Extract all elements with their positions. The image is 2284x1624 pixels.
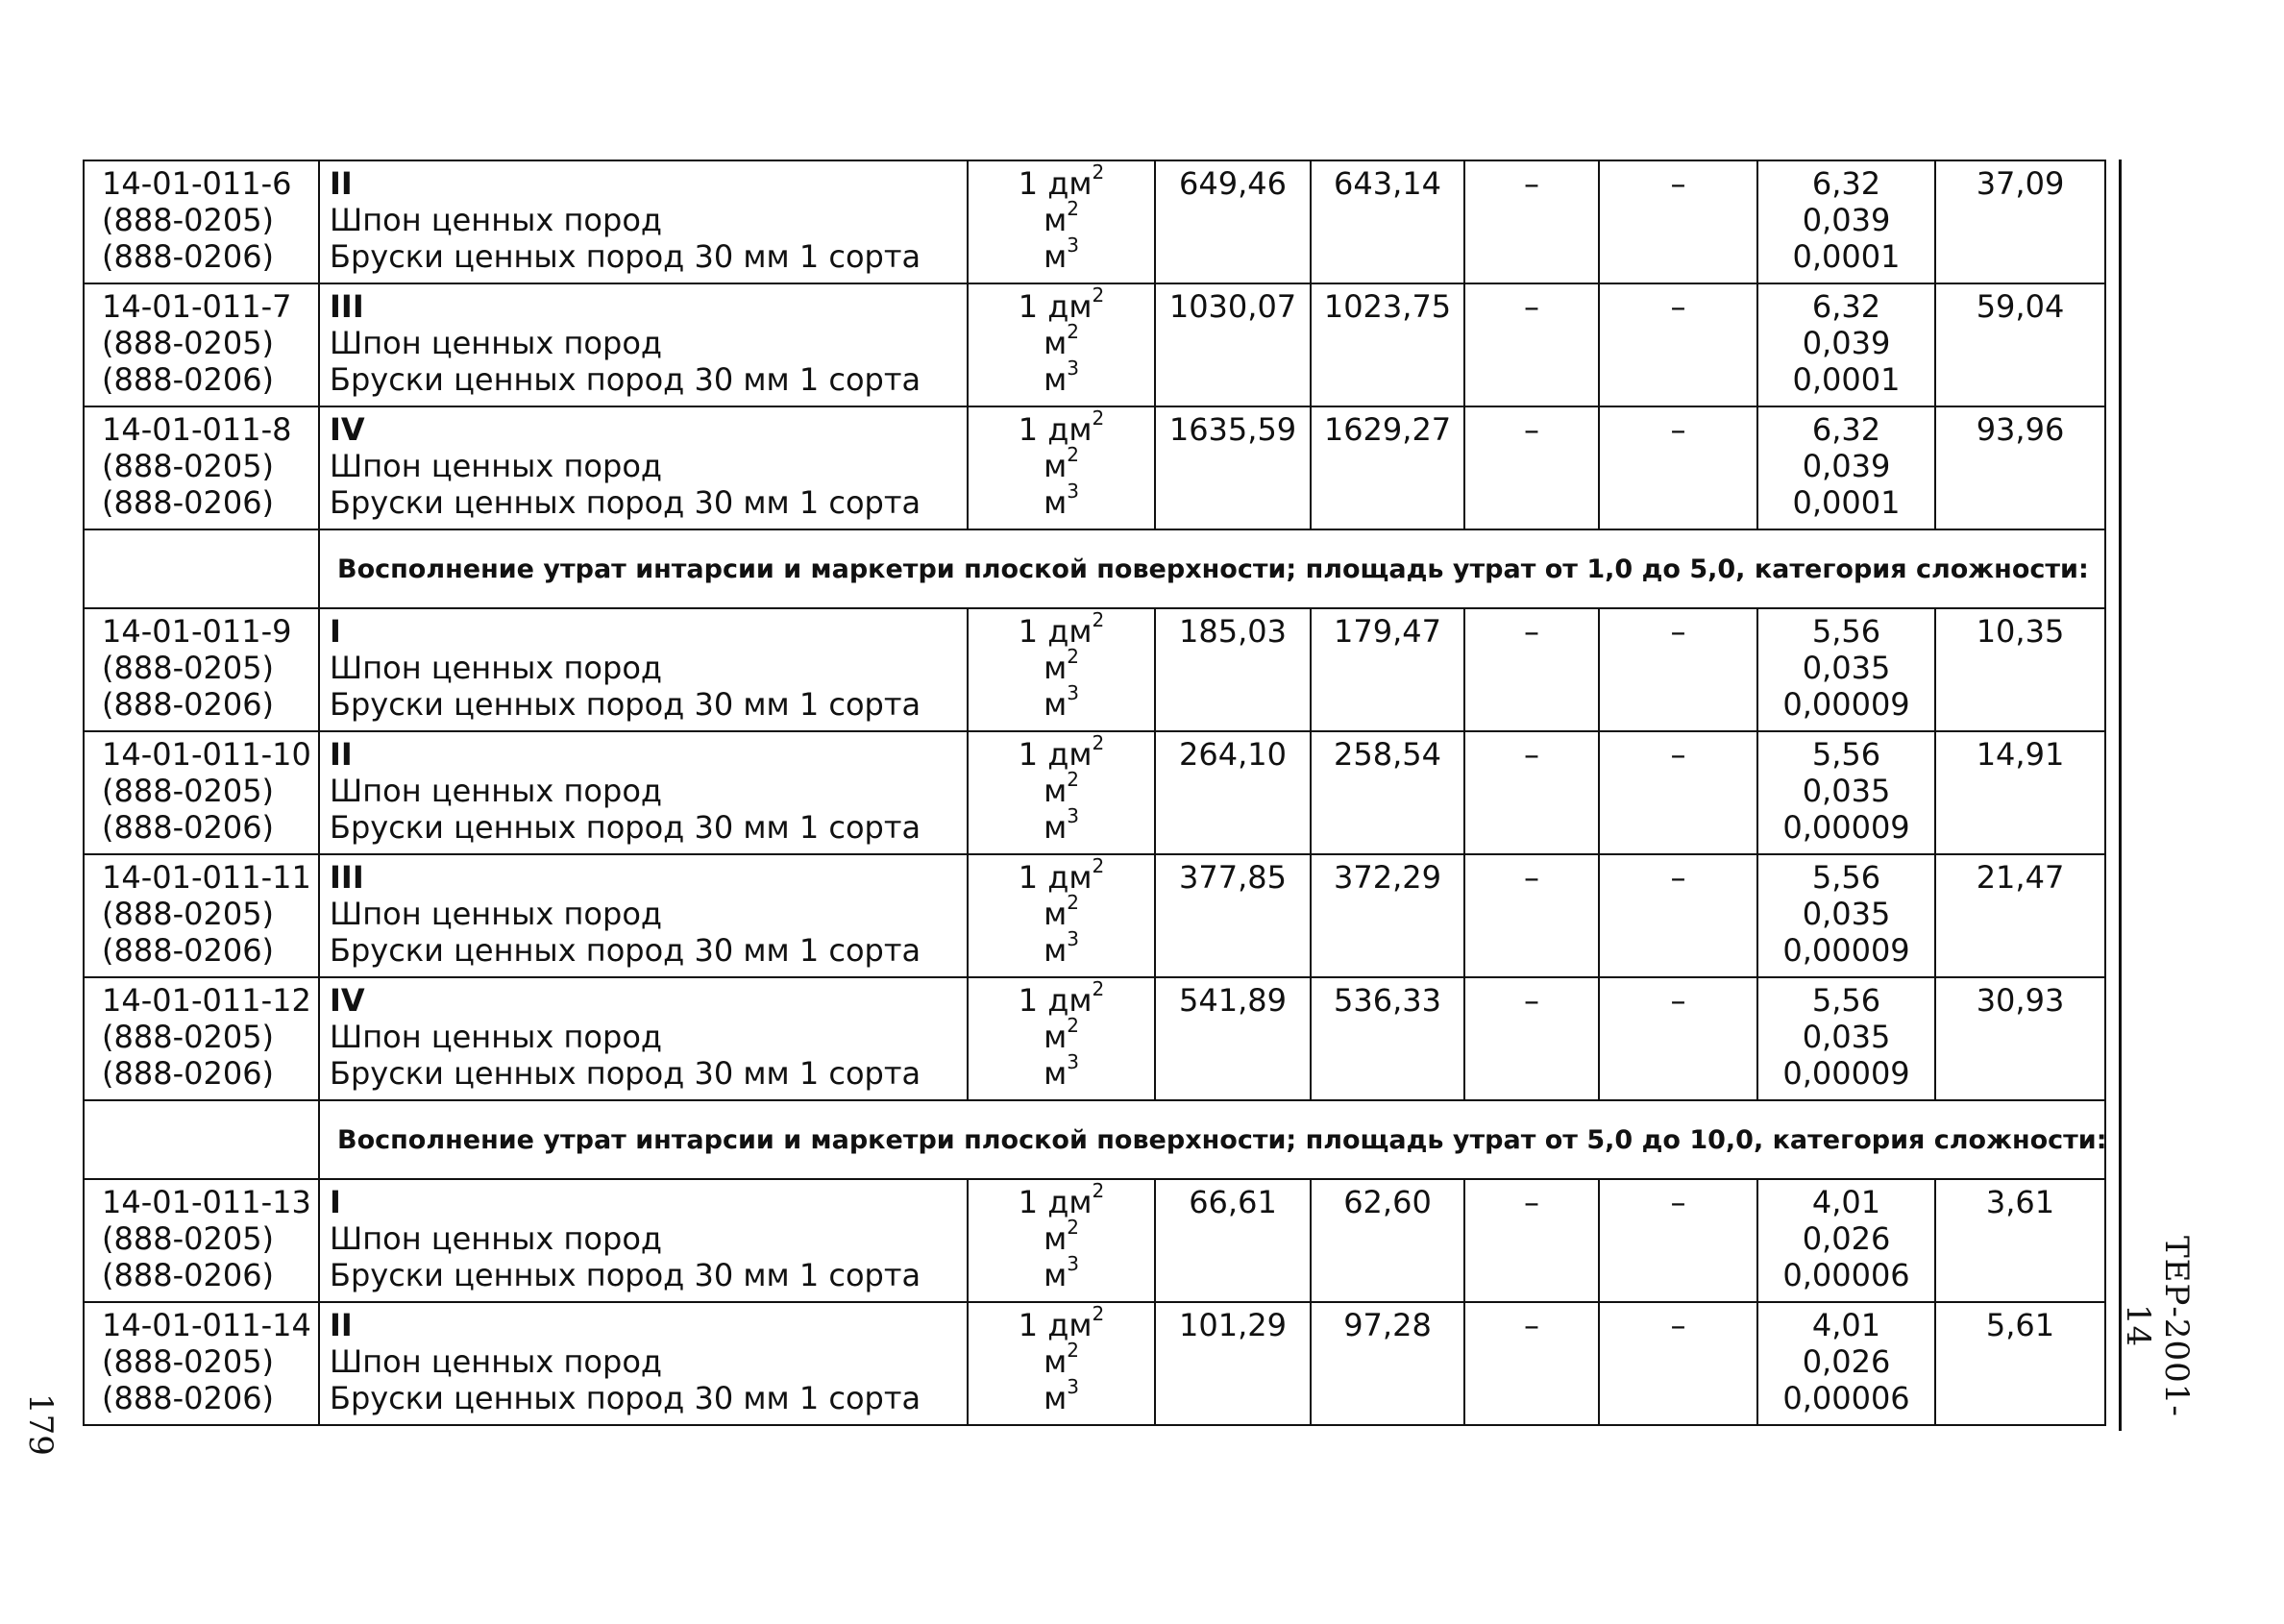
machines-cost: – bbox=[1464, 731, 1599, 854]
unit-exponent: 2 bbox=[1067, 1339, 1079, 1363]
unit-base: м bbox=[1044, 1055, 1068, 1092]
unit-base: м bbox=[1044, 361, 1068, 398]
material-name: Бруски ценных пород 30 мм 1 сорта bbox=[330, 361, 921, 398]
quantity: 0,0001 bbox=[1792, 484, 1901, 521]
machine-wages-cost: – bbox=[1599, 160, 1757, 283]
material-name: Шпон ценных пород bbox=[330, 1343, 663, 1380]
unit bbox=[978, 927, 1144, 969]
quantity: 5,56 bbox=[1811, 859, 1881, 896]
material-name: Шпон ценных пород bbox=[330, 896, 663, 932]
description-cell bbox=[319, 1179, 968, 1302]
rate-code-cell bbox=[84, 731, 319, 854]
unit-cell bbox=[968, 1302, 1155, 1425]
wages-cost: 258,54 bbox=[1311, 731, 1464, 854]
unit-base: м bbox=[1044, 202, 1068, 238]
description-cell bbox=[319, 160, 968, 283]
description-cell bbox=[319, 406, 968, 529]
complexity-category: IV bbox=[330, 411, 365, 448]
total-cost: 66,61 bbox=[1155, 1179, 1311, 1302]
unit bbox=[978, 804, 1144, 846]
complexity-category: III bbox=[330, 859, 364, 896]
rate-code-cell bbox=[84, 977, 319, 1100]
resource-code: (888-0205) bbox=[102, 1343, 275, 1380]
rate-code: 14-01-011-14 bbox=[102, 1307, 311, 1343]
machine-wages-cost: – bbox=[1599, 406, 1757, 529]
unit bbox=[978, 160, 1144, 202]
material-name: Шпон ценных пород bbox=[330, 202, 663, 238]
materials-cost: 5,61 bbox=[1935, 1302, 2105, 1425]
unit-base: м bbox=[1044, 1343, 1068, 1380]
total-cost: 649,46 bbox=[1155, 160, 1311, 283]
quantity: 0,035 bbox=[1802, 773, 1891, 809]
unit-base: 1 дм bbox=[1018, 1307, 1093, 1343]
unit-exponent: 3 bbox=[1067, 357, 1079, 381]
resource-code: (888-0206) bbox=[102, 484, 275, 521]
complexity-category: II bbox=[330, 165, 353, 202]
machines-cost: – bbox=[1464, 406, 1599, 529]
quantity: 0,039 bbox=[1802, 202, 1891, 238]
rate-code-cell bbox=[84, 160, 319, 283]
unit bbox=[978, 731, 1144, 773]
table-row bbox=[84, 1179, 2105, 1302]
resource-code: (888-0205) bbox=[102, 448, 275, 484]
unit bbox=[978, 977, 1144, 1019]
complexity-category: II bbox=[330, 1307, 353, 1343]
description-cell bbox=[319, 977, 968, 1100]
unit-exponent: 3 bbox=[1067, 804, 1079, 828]
unit-base: 1 дм bbox=[1018, 288, 1093, 325]
resource-code: (888-0205) bbox=[102, 650, 275, 686]
machines-cost: – bbox=[1464, 1302, 1599, 1425]
unit-exponent: 2 bbox=[1067, 320, 1079, 344]
quantity: 6,32 bbox=[1811, 411, 1881, 448]
unit-exponent: 2 bbox=[1067, 645, 1079, 669]
unit-cell bbox=[968, 160, 1155, 283]
material-name: Шпон ценных пород bbox=[330, 650, 663, 686]
table-row bbox=[84, 160, 2105, 283]
rate-code: 14-01-011-11 bbox=[102, 859, 311, 896]
materials-cost: 14,91 bbox=[1935, 731, 2105, 854]
machines-cost: – bbox=[1464, 977, 1599, 1100]
quantities-cell bbox=[1757, 160, 1935, 283]
quantity: 0,035 bbox=[1802, 896, 1891, 932]
rate-code: 14-01-011-12 bbox=[102, 982, 311, 1019]
quantity: 4,01 bbox=[1811, 1307, 1881, 1343]
unit bbox=[978, 1302, 1144, 1343]
materials-cost: 37,09 bbox=[1935, 160, 2105, 283]
unit-base: м bbox=[1044, 1380, 1068, 1416]
rate-code-cell bbox=[84, 1302, 319, 1425]
table-row bbox=[84, 1302, 2105, 1425]
machine-wages-cost: – bbox=[1599, 1302, 1757, 1425]
quantity: 0,039 bbox=[1802, 325, 1891, 361]
table-row bbox=[84, 854, 2105, 977]
unit-base: м bbox=[1044, 650, 1068, 686]
description-cell bbox=[319, 283, 968, 406]
rate-code: 14-01-011-9 bbox=[102, 613, 292, 650]
material-name: Бруски ценных пород 30 мм 1 сорта bbox=[330, 932, 921, 969]
quantities-cell bbox=[1757, 406, 1935, 529]
unit-cell bbox=[968, 731, 1155, 854]
unit-exponent: 2 bbox=[1092, 608, 1105, 632]
unit bbox=[978, 891, 1144, 932]
total-cost: 185,03 bbox=[1155, 608, 1311, 731]
quantity: 0,0001 bbox=[1792, 238, 1901, 275]
quantity: 0,00009 bbox=[1782, 932, 1910, 969]
unit bbox=[978, 768, 1144, 809]
material-name: Шпон ценных пород bbox=[330, 1220, 663, 1257]
description-cell bbox=[319, 854, 968, 977]
unit-cell bbox=[968, 608, 1155, 731]
unit-base: м bbox=[1044, 932, 1068, 969]
unit bbox=[978, 854, 1144, 896]
unit-base: 1 дм bbox=[1018, 613, 1093, 650]
quantity: 0,00006 bbox=[1782, 1380, 1910, 1416]
rate-code: 14-01-011-10 bbox=[102, 736, 311, 773]
unit-base: м bbox=[1044, 686, 1068, 723]
resource-code: (888-0205) bbox=[102, 325, 275, 361]
unit-base: м bbox=[1044, 484, 1068, 521]
resource-code: (888-0205) bbox=[102, 1019, 275, 1055]
unit-exponent: 2 bbox=[1092, 731, 1105, 755]
wages-cost: 1023,75 bbox=[1311, 283, 1464, 406]
unit bbox=[978, 283, 1144, 325]
material-name: Бруски ценных пород 30 мм 1 сорта bbox=[330, 484, 921, 521]
quantities-cell bbox=[1757, 1302, 1935, 1425]
table-body bbox=[84, 160, 2105, 1425]
unit-base: м bbox=[1044, 325, 1068, 361]
quantity: 0,00009 bbox=[1782, 686, 1910, 723]
unit-base: м bbox=[1044, 809, 1068, 846]
section-title: Восполнение утрат интарсии и маркетри плоской поверхности; площадь утрат от 5,0 до 10,0, категория сложности: bbox=[319, 1100, 2105, 1179]
wages-cost: 372,29 bbox=[1311, 854, 1464, 977]
wages-cost: 643,14 bbox=[1311, 160, 1464, 283]
unit-exponent: 3 bbox=[1067, 927, 1079, 951]
quantity: 5,56 bbox=[1811, 613, 1881, 650]
quantity: 0,039 bbox=[1802, 448, 1891, 484]
unit bbox=[978, 1216, 1144, 1257]
description-cell bbox=[319, 608, 968, 731]
wages-cost: 536,33 bbox=[1311, 977, 1464, 1100]
table-row bbox=[84, 406, 2105, 529]
resource-code: (888-0205) bbox=[102, 896, 275, 932]
unit bbox=[978, 197, 1144, 238]
total-cost: 1635,59 bbox=[1155, 406, 1311, 529]
unit-base: 1 дм bbox=[1018, 165, 1093, 202]
unit-exponent: 2 bbox=[1067, 891, 1079, 915]
machines-cost: – bbox=[1464, 854, 1599, 977]
total-cost: 101,29 bbox=[1155, 1302, 1311, 1425]
material-name: Бруски ценных пород 30 мм 1 сорта bbox=[330, 1257, 921, 1293]
materials-cost: 30,93 bbox=[1935, 977, 2105, 1100]
margin-rule bbox=[2119, 160, 2122, 1431]
total-cost: 377,85 bbox=[1155, 854, 1311, 977]
unit bbox=[978, 234, 1144, 275]
unit-exponent: 2 bbox=[1067, 443, 1079, 467]
materials-cost: 59,04 bbox=[1935, 283, 2105, 406]
complexity-category: I bbox=[330, 1184, 341, 1220]
unit-exponent: 2 bbox=[1067, 768, 1079, 792]
machine-wages-cost: – bbox=[1599, 731, 1757, 854]
quantities-cell bbox=[1757, 731, 1935, 854]
rate-code: 14-01-011-8 bbox=[102, 411, 292, 448]
unit-exponent: 2 bbox=[1092, 854, 1105, 878]
quantity: 0,035 bbox=[1802, 1019, 1891, 1055]
rate-code-cell bbox=[84, 854, 319, 977]
material-name: Шпон ценных пород bbox=[330, 773, 663, 809]
unit-base: м bbox=[1044, 1220, 1068, 1257]
unit bbox=[978, 1252, 1144, 1293]
rates-table bbox=[83, 160, 2106, 1426]
description-cell bbox=[319, 731, 968, 854]
rate-code: 14-01-011-13 bbox=[102, 1184, 311, 1220]
section-header-row bbox=[84, 529, 2105, 608]
document-code: ТЕР-2001-14 bbox=[2119, 1235, 2196, 1417]
resource-code: (888-0206) bbox=[102, 1055, 275, 1092]
unit bbox=[978, 681, 1144, 723]
section-code-cell bbox=[84, 529, 319, 608]
quantities-cell bbox=[1757, 977, 1935, 1100]
resource-code: (888-0206) bbox=[102, 809, 275, 846]
unit-base: м bbox=[1044, 448, 1068, 484]
rate-code-cell bbox=[84, 1179, 319, 1302]
unit-base: м bbox=[1044, 773, 1068, 809]
material-name: Шпон ценных пород bbox=[330, 448, 663, 484]
machines-cost: – bbox=[1464, 1179, 1599, 1302]
machines-cost: – bbox=[1464, 283, 1599, 406]
section-title: Восполнение утрат интарсии и маркетри плоской поверхности; площадь утрат от 1,0 до 5,0, категория сложности: bbox=[319, 529, 2105, 608]
resource-code: (888-0205) bbox=[102, 773, 275, 809]
unit-exponent: 3 bbox=[1067, 234, 1079, 258]
unit-cell bbox=[968, 283, 1155, 406]
quantity: 4,01 bbox=[1811, 1184, 1881, 1220]
unit-exponent: 2 bbox=[1092, 1302, 1105, 1326]
rate-code-cell bbox=[84, 283, 319, 406]
resource-code: (888-0206) bbox=[102, 238, 275, 275]
unit-base: м bbox=[1044, 238, 1068, 275]
resource-code: (888-0205) bbox=[102, 202, 275, 238]
table-row bbox=[84, 283, 2105, 406]
unit bbox=[978, 608, 1144, 650]
quantities-cell bbox=[1757, 283, 1935, 406]
unit-exponent: 2 bbox=[1067, 1216, 1079, 1240]
material-name: Шпон ценных пород bbox=[330, 325, 663, 361]
unit bbox=[978, 357, 1144, 398]
unit-base: 1 дм bbox=[1018, 859, 1093, 896]
unit-exponent: 3 bbox=[1067, 480, 1079, 504]
quantity: 0,026 bbox=[1802, 1220, 1891, 1257]
unit bbox=[978, 1375, 1144, 1416]
quantity: 0,00009 bbox=[1782, 809, 1910, 846]
complexity-category: I bbox=[330, 613, 341, 650]
quantity: 0,00009 bbox=[1782, 1055, 1910, 1092]
page-number: 179 bbox=[21, 1393, 60, 1456]
quantity: 0,026 bbox=[1802, 1343, 1891, 1380]
complexity-category: III bbox=[330, 288, 364, 325]
unit bbox=[978, 645, 1144, 686]
quantities-cell bbox=[1757, 1179, 1935, 1302]
quantity: 5,56 bbox=[1811, 982, 1881, 1019]
unit bbox=[978, 1339, 1144, 1380]
total-cost: 264,10 bbox=[1155, 731, 1311, 854]
quantity: 0,035 bbox=[1802, 650, 1891, 686]
unit bbox=[978, 480, 1144, 521]
unit-exponent: 2 bbox=[1067, 197, 1079, 221]
wages-cost: 97,28 bbox=[1311, 1302, 1464, 1425]
quantities-cell bbox=[1757, 608, 1935, 731]
unit-exponent: 2 bbox=[1092, 283, 1105, 308]
unit-base: м bbox=[1044, 1257, 1068, 1293]
quantity: 0,00006 bbox=[1782, 1257, 1910, 1293]
complexity-category: IV bbox=[330, 982, 365, 1019]
unit-exponent: 2 bbox=[1092, 977, 1105, 1001]
unit-exponent: 2 bbox=[1092, 160, 1105, 185]
resource-code: (888-0206) bbox=[102, 1380, 275, 1416]
machines-cost: – bbox=[1464, 608, 1599, 731]
machine-wages-cost: – bbox=[1599, 854, 1757, 977]
unit bbox=[978, 1179, 1144, 1220]
unit-exponent: 3 bbox=[1067, 681, 1079, 705]
unit-base: 1 дм bbox=[1018, 1184, 1093, 1220]
quantity: 5,56 bbox=[1811, 736, 1881, 773]
resource-code: (888-0206) bbox=[102, 1257, 275, 1293]
material-name: Бруски ценных пород 30 мм 1 сорта bbox=[330, 686, 921, 723]
section-header-row bbox=[84, 1100, 2105, 1179]
section-code-cell bbox=[84, 1100, 319, 1179]
unit-base: м bbox=[1044, 1019, 1068, 1055]
material-name: Бруски ценных пород 30 мм 1 сорта bbox=[330, 1055, 921, 1092]
rate-code: 14-01-011-7 bbox=[102, 288, 292, 325]
unit-cell bbox=[968, 977, 1155, 1100]
material-name: Бруски ценных пород 30 мм 1 сорта bbox=[330, 238, 921, 275]
table-row bbox=[84, 731, 2105, 854]
materials-cost: 93,96 bbox=[1935, 406, 2105, 529]
unit-cell bbox=[968, 854, 1155, 977]
resource-code: (888-0206) bbox=[102, 932, 275, 969]
quantity: 0,0001 bbox=[1792, 361, 1901, 398]
quantity: 6,32 bbox=[1811, 288, 1881, 325]
resource-code: (888-0205) bbox=[102, 1220, 275, 1257]
unit-base: 1 дм bbox=[1018, 982, 1093, 1019]
rate-code: 14-01-011-6 bbox=[102, 165, 292, 202]
machine-wages-cost: – bbox=[1599, 283, 1757, 406]
unit bbox=[978, 320, 1144, 361]
wages-cost: 179,47 bbox=[1311, 608, 1464, 731]
unit-exponent: 2 bbox=[1067, 1014, 1079, 1038]
unit-base: 1 дм bbox=[1018, 736, 1093, 773]
complexity-category: II bbox=[330, 736, 353, 773]
material-name: Бруски ценных пород 30 мм 1 сорта bbox=[330, 809, 921, 846]
materials-cost: 10,35 bbox=[1935, 608, 2105, 731]
unit-exponent: 2 bbox=[1092, 406, 1105, 431]
table-row bbox=[84, 977, 2105, 1100]
total-cost: 1030,07 bbox=[1155, 283, 1311, 406]
rate-code-cell bbox=[84, 608, 319, 731]
unit bbox=[978, 1014, 1144, 1055]
quantities-cell bbox=[1757, 854, 1935, 977]
unit bbox=[978, 443, 1144, 484]
resource-code: (888-0206) bbox=[102, 686, 275, 723]
total-cost: 541,89 bbox=[1155, 977, 1311, 1100]
unit-base: м bbox=[1044, 896, 1068, 932]
material-name: Бруски ценных пород 30 мм 1 сорта bbox=[330, 1380, 921, 1416]
materials-cost: 21,47 bbox=[1935, 854, 2105, 977]
quantity: 6,32 bbox=[1811, 165, 1881, 202]
unit-exponent: 2 bbox=[1092, 1179, 1105, 1203]
unit-exponent: 3 bbox=[1067, 1375, 1079, 1399]
unit-exponent: 3 bbox=[1067, 1050, 1079, 1074]
wages-cost: 1629,27 bbox=[1311, 406, 1464, 529]
machine-wages-cost: – bbox=[1599, 608, 1757, 731]
unit-cell bbox=[968, 406, 1155, 529]
machine-wages-cost: – bbox=[1599, 1179, 1757, 1302]
unit bbox=[978, 1050, 1144, 1092]
resource-code: (888-0206) bbox=[102, 361, 275, 398]
rate-code-cell bbox=[84, 406, 319, 529]
machines-cost: – bbox=[1464, 160, 1599, 283]
materials-cost: 3,61 bbox=[1935, 1179, 2105, 1302]
unit bbox=[978, 406, 1144, 448]
wages-cost: 62,60 bbox=[1311, 1179, 1464, 1302]
material-name: Шпон ценных пород bbox=[330, 1019, 663, 1055]
machine-wages-cost: – bbox=[1599, 977, 1757, 1100]
table-row bbox=[84, 608, 2105, 731]
unit-base: 1 дм bbox=[1018, 411, 1093, 448]
description-cell bbox=[319, 1302, 968, 1425]
unit-cell bbox=[968, 1179, 1155, 1302]
unit-exponent: 3 bbox=[1067, 1252, 1079, 1276]
